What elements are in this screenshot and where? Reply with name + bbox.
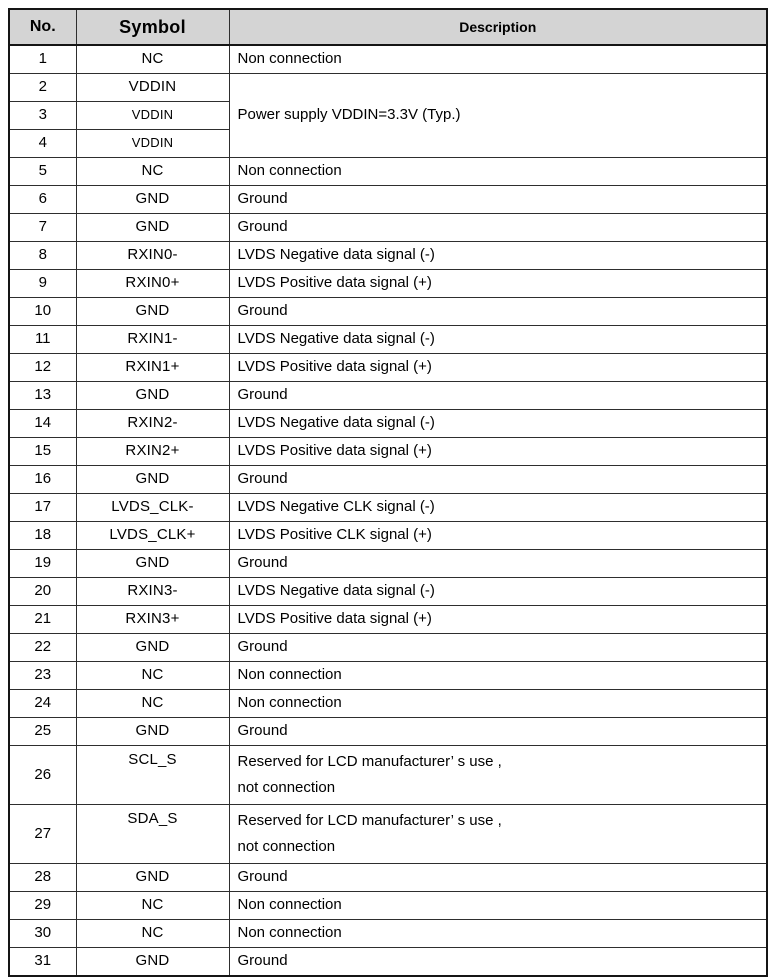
pin-description-cell: Ground [229,864,767,892]
table-row [9,186,767,214]
pin-number-cell: 26 [9,746,76,805]
table-row [9,494,767,522]
pin-symbol-cell: LVDS_CLK+ [76,522,229,550]
table-row [9,578,767,606]
pin-symbol-cell: RXIN0- [76,242,229,270]
pin-number-cell: 20 [9,578,76,606]
pin-symbol-cell: NC [76,45,229,74]
pin-number-cell: 21 [9,606,76,634]
pin-symbol-cell: NC [76,920,229,948]
description-line: not connection [237,779,336,796]
table-row [9,550,767,578]
pin-number-cell: 5 [9,158,76,186]
pin-number-cell: 3 [9,102,76,130]
table-row [9,522,767,550]
pin-symbol-cell: VDDIN [76,130,229,158]
pin-number-cell: 19 [9,550,76,578]
table-row [9,662,767,690]
pin-symbol-cell: GND [76,550,229,578]
pin-symbol-cell: NC [76,662,229,690]
pin-description-cell: Ground [229,186,767,214]
pin-symbol-cell: RXIN1+ [76,354,229,382]
pin-description-cell: LVDS Positive CLK signal (+) [229,522,767,550]
pin-description-cell: Ground [229,466,767,494]
pin-symbol-cell: GND [76,382,229,410]
pin-description-cell: Non connection [229,45,767,74]
pin-description-cell: Ground [229,298,767,326]
pin-number-cell: 14 [9,410,76,438]
description-line: not connection [237,838,336,855]
pin-symbol-cell: GND [76,466,229,494]
pin-symbol-cell: NC [76,892,229,920]
pin-description-cell: LVDS Negative data signal (-) [229,578,767,606]
pin-description-cell: Ground [229,634,767,662]
table-body [9,45,767,976]
pin-description-cell: Power supply VDDIN=3.3V (Typ.) [229,74,767,158]
pin-number-cell: 28 [9,864,76,892]
pin-symbol-cell: NC [76,158,229,186]
pin-number-cell: 17 [9,494,76,522]
table-row [9,920,767,948]
pin-symbol-cell: RXIN2+ [76,438,229,466]
table-row [9,45,767,74]
pin-number-cell: 2 [9,74,76,102]
pin-description-cell: LVDS Positive data signal (+) [229,354,767,382]
table-row [9,892,767,920]
table-row [9,354,767,382]
table-row [9,606,767,634]
pin-description-cell: Ground [229,214,767,242]
pin-number-cell: 27 [9,805,76,864]
table-row [9,948,767,977]
table-row [9,410,767,438]
pin-number-cell: 1 [9,45,76,74]
pin-number-cell: 15 [9,438,76,466]
pin-symbol-cell: RXIN3+ [76,606,229,634]
pin-description-cell: LVDS Negative data signal (-) [229,242,767,270]
pin-symbol-cell: GND [76,718,229,746]
pin-number-cell: 31 [9,948,76,977]
table-row [9,805,767,864]
pin-symbol-cell: GND [76,298,229,326]
table-row [9,438,767,466]
pin-number-cell: 25 [9,718,76,746]
pin-description-cell [229,746,767,805]
pin-number-cell: 12 [9,354,76,382]
description-line: Reserved for LCD manufacturer’ s use , [237,753,502,770]
pin-symbol-cell: RXIN1- [76,326,229,354]
table-row [9,864,767,892]
pin-description-cell: Non connection [229,158,767,186]
pin-symbol-cell: GND [76,634,229,662]
table-row [9,690,767,718]
table-row [9,718,767,746]
pin-number-cell: 9 [9,270,76,298]
pin-description-cell: Ground [229,382,767,410]
pin-symbol-cell: RXIN3- [76,578,229,606]
pin-description-cell: LVDS Negative data signal (-) [229,410,767,438]
pin-description-cell: LVDS Positive data signal (+) [229,270,767,298]
pin-number-cell: 24 [9,690,76,718]
table-row [9,74,767,102]
pin-symbol-cell: RXIN0+ [76,270,229,298]
pin-number-cell: 23 [9,662,76,690]
pin-number-cell: 13 [9,382,76,410]
pin-symbol-cell: SDA_S [76,805,229,864]
column-header-no: No. [9,9,76,45]
table-row [9,746,767,805]
table-row [9,270,767,298]
pin-symbol-cell: RXIN2- [76,410,229,438]
pin-symbol-cell: VDDIN [76,102,229,130]
pin-number-cell: 6 [9,186,76,214]
pin-number-cell: 18 [9,522,76,550]
pin-description-cell: Non connection [229,690,767,718]
pin-symbol-cell: LVDS_CLK- [76,494,229,522]
table-row [9,466,767,494]
pin-description-cell: LVDS Negative CLK signal (-) [229,494,767,522]
table-row [9,214,767,242]
pin-symbol-cell: NC [76,690,229,718]
pin-description-cell: LVDS Negative data signal (-) [229,326,767,354]
table-row [9,382,767,410]
pin-description-table [8,8,768,977]
pin-description-cell: Non connection [229,920,767,948]
pin-number-cell: 30 [9,920,76,948]
pin-number-cell: 22 [9,634,76,662]
table-row [9,158,767,186]
pin-number-cell: 4 [9,130,76,158]
pin-description-cell: Non connection [229,892,767,920]
table-row [9,326,767,354]
pin-symbol-cell: GND [76,864,229,892]
pin-symbol-cell: GND [76,186,229,214]
table-row [9,298,767,326]
pin-symbol-cell: SCL_S [76,746,229,805]
column-header-description: Description [229,9,767,45]
table-row [9,634,767,662]
pin-symbol-cell: GND [76,948,229,977]
pin-description-cell: Ground [229,948,767,977]
column-header-symbol: Symbol [76,9,229,45]
pin-description-cell: Ground [229,550,767,578]
header-row [9,9,767,45]
pin-number-cell: 29 [9,892,76,920]
pin-description-cell: Ground [229,718,767,746]
pin-description-cell: Non connection [229,662,767,690]
table-row [9,242,767,270]
pin-symbol-cell: GND [76,214,229,242]
pin-number-cell: 16 [9,466,76,494]
pin-description-cell [229,805,767,864]
pin-number-cell: 11 [9,326,76,354]
pin-number-cell: 7 [9,214,76,242]
pin-number-cell: 10 [9,298,76,326]
pin-description-cell: LVDS Positive data signal (+) [229,606,767,634]
pin-number-cell: 8 [9,242,76,270]
pin-symbol-cell: VDDIN [76,74,229,102]
pin-description-cell: LVDS Positive data signal (+) [229,438,767,466]
description-line: Reserved for LCD manufacturer’ s use , [237,812,502,829]
table-header [9,9,767,45]
